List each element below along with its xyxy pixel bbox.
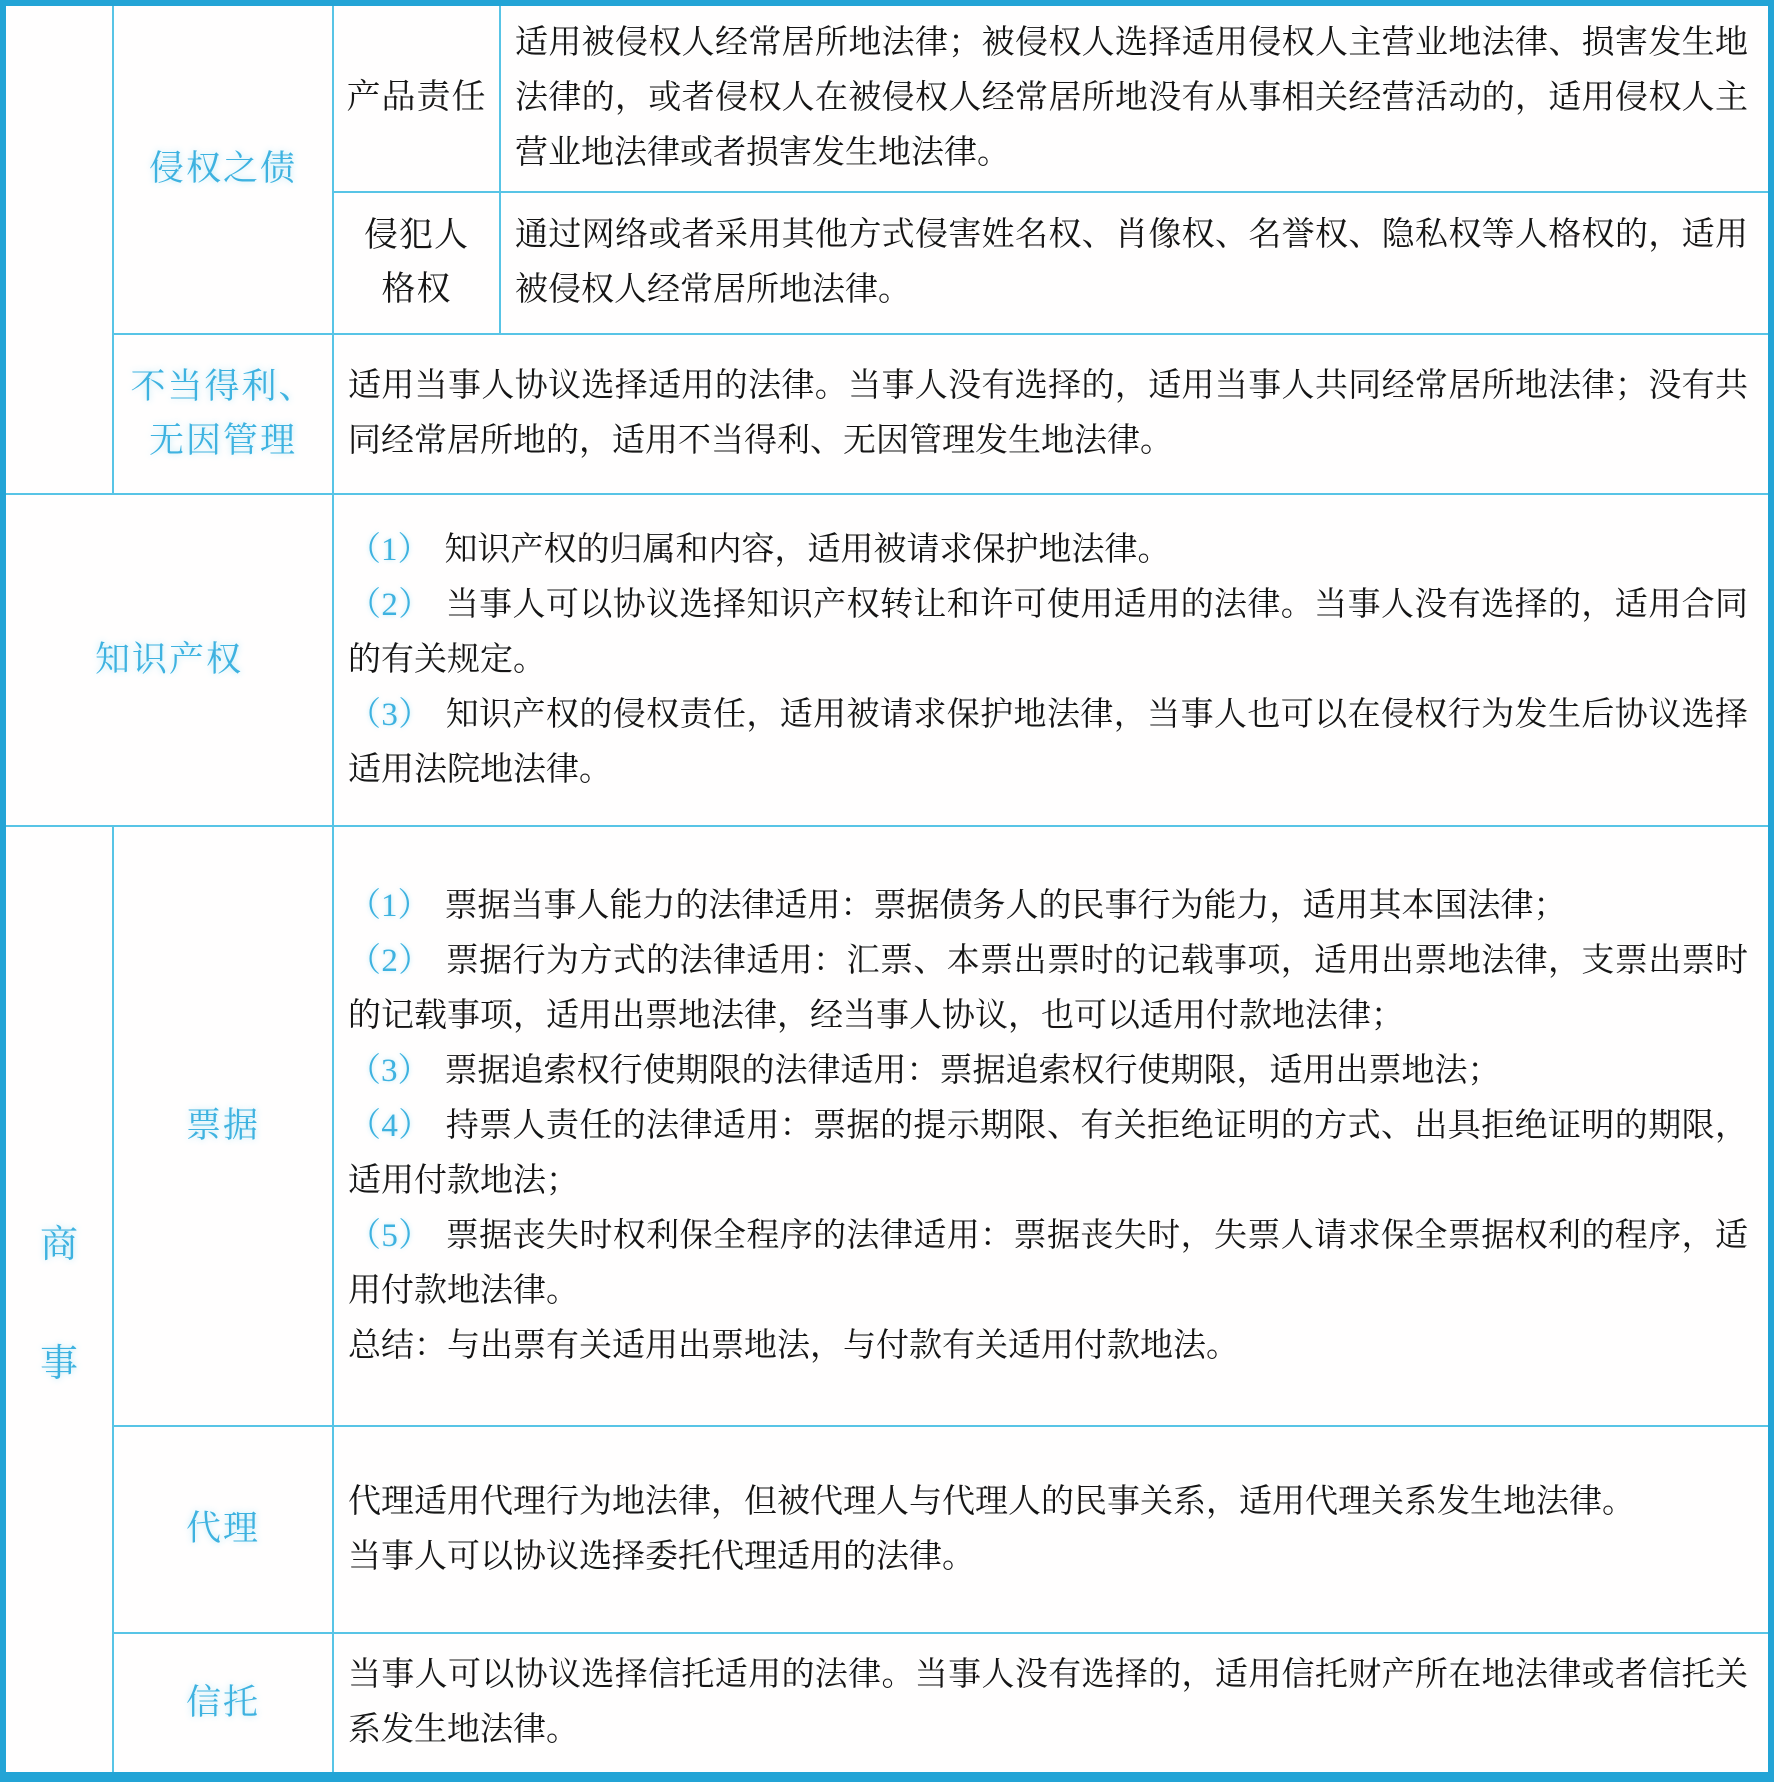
item-text: 当事人可以协议选择委托代理适用的法律。 xyxy=(348,1538,975,1575)
item-number: （1） xyxy=(348,531,431,568)
product-liability-rule-cell xyxy=(501,6,1768,191)
row-header-unjust-enrichment xyxy=(114,335,332,493)
item-text: 持票人责任的法律适用：票据的提示期限、有关拒绝证明的方式、出具拒绝证明的期限，适用付款地法； xyxy=(348,1107,1749,1199)
item-text: 知识产权的归属和内容，适用被请求保护地法律。 xyxy=(444,531,1171,568)
intellectual-property-label: 知识产权 xyxy=(94,639,243,679)
personality-rights-label-line1: 侵犯人 xyxy=(364,216,469,254)
text-paragraph xyxy=(348,523,1748,578)
row-group-header-commercial xyxy=(6,827,112,1772)
text-paragraph: 通过网络或者采用其他方式侵害姓名权、肖像权、名誉权、隐私权等人格权的，适用被侵权人经常居所地法律。 xyxy=(515,217,1748,308)
item-text: 票据当事人能力的法律适用：票据债务人的民事行为能力，适用其本国法律； xyxy=(444,887,1567,924)
unjust-enrichment-label-line1: 不当得利、 xyxy=(130,366,316,406)
text-paragraph xyxy=(348,1475,1748,1530)
item-number: （5） xyxy=(348,1217,432,1254)
text-paragraph xyxy=(348,688,1748,798)
item-text: 票据追索权行使期限的法律适用：票据追索权行使期限，适用出票地法； xyxy=(444,1052,1501,1089)
item-text: 总结：与出票有关适用出票地法，与付款有关适用付款地法。 xyxy=(348,1327,1239,1364)
text-paragraph xyxy=(348,1530,1748,1585)
commercial-label-char1: 商 xyxy=(39,1223,78,1266)
item-text: 当事人可以协议选择知识产权转让和许可使用适用的法律。当事人没有选择的，适用合同的有关规定。 xyxy=(348,586,1749,678)
item-text: 知识产权的侵权责任，适用被请求保护地法律，当事人也可以在侵权行为发生后协议选择适用法院地法律。 xyxy=(348,696,1749,788)
item-text: 代理适用代理行为地法律，但被代理人与代理人的民事关系，适用代理关系发生地法律。 xyxy=(348,1483,1635,1520)
negotiable-instruments-label: 票据 xyxy=(185,1105,260,1145)
subrow-header-product-liability xyxy=(334,6,499,191)
intellectual-property-rules-cell xyxy=(334,495,1768,825)
item-number: （3） xyxy=(348,696,432,733)
personality-rights-rule-cell xyxy=(501,193,1768,333)
item-number: （1） xyxy=(348,887,431,924)
negotiable-instruments-rules-cell xyxy=(334,827,1768,1425)
commercial-label-char2: 事 xyxy=(39,1342,78,1385)
text-paragraph xyxy=(348,1044,1748,1099)
subrow-header-personality-rights xyxy=(334,193,499,333)
text-paragraph: 适用被侵权人经常居所地法律；被侵权人选择适用侵权人主营业地法律、损害发生地法律的，或者侵权人在被侵权人经常居所地没有从事相关经营活动的，适用侵权人主营业地法律或者损害发生地法律。 xyxy=(515,25,1748,171)
trust-label: 信托 xyxy=(185,1682,260,1722)
row-header-negotiable-instruments xyxy=(114,827,332,1425)
item-number: （2） xyxy=(348,942,432,979)
trust-rule-cell xyxy=(334,1634,1768,1772)
item-number: （4） xyxy=(348,1107,432,1144)
agency-label: 代理 xyxy=(185,1509,260,1549)
text-paragraph xyxy=(348,578,1748,688)
unjust-enrichment-rule-cell xyxy=(334,335,1768,493)
text-paragraph xyxy=(348,1209,1748,1319)
row-header-agency xyxy=(114,1427,332,1632)
personality-rights-label-line2: 格权 xyxy=(381,271,452,308)
product-liability-label: 产品责任 xyxy=(346,79,487,117)
item-text: 票据行为方式的法律适用：汇票、本票出票时的记载事项，适用出票地法律，支票出票时的记载事项，适用出票地法律，经当事人协议，也可以适用付款地法律； xyxy=(348,942,1749,1034)
row-header-tort-obligations xyxy=(114,6,332,333)
item-number: （3） xyxy=(348,1052,431,1089)
unjust-enrichment-label-line2: 无因管理 xyxy=(148,421,297,460)
agency-rules-cell xyxy=(334,1427,1768,1632)
item-text: 票据丧失时权利保全程序的法律适用：票据丧失时，失票人请求保全票据权利的程序，适用付款地法律。 xyxy=(348,1217,1749,1309)
text-paragraph xyxy=(348,1319,1748,1374)
text-paragraph xyxy=(348,1099,1748,1209)
tort-label: 侵权之债 xyxy=(148,149,297,189)
text-paragraph xyxy=(348,934,1748,1044)
item-number: （2） xyxy=(348,586,432,623)
text-paragraph: 当事人可以协议选择信托适用的法律。当事人没有选择的，适用信托财产所在地法律或者信托关系发生地法律。 xyxy=(348,1657,1748,1748)
text-paragraph xyxy=(348,879,1748,934)
row-header-trust xyxy=(114,1634,332,1772)
row-header-intellectual-property xyxy=(6,495,332,825)
text-paragraph: 适用当事人协议选择适用的法律。当事人没有选择的，适用当事人共同经常居所地法律；没有共同经常居所地的，适用不当得利、无因管理发生地法律。 xyxy=(348,368,1748,459)
category-cell-empty xyxy=(6,6,112,493)
